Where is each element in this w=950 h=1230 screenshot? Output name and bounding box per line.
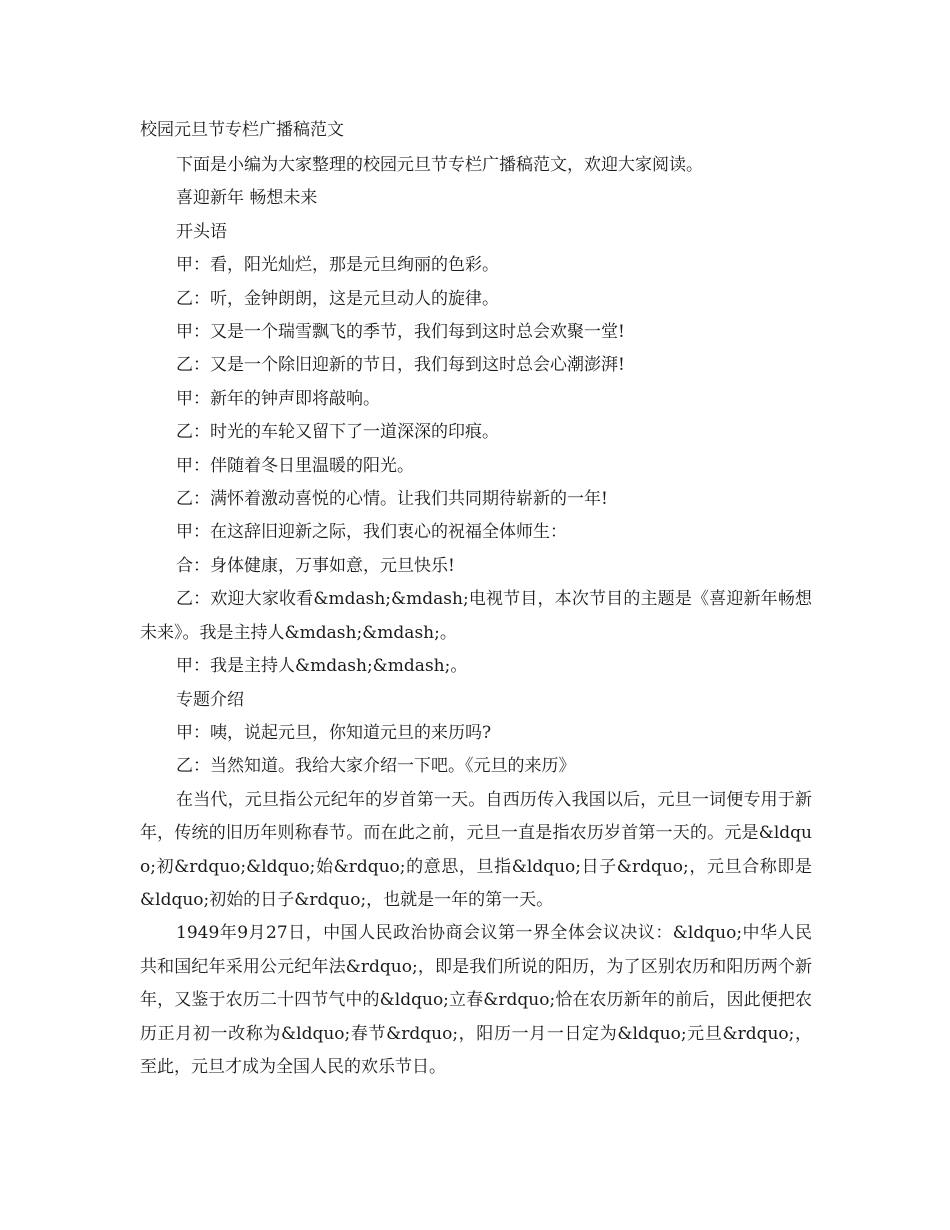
dialogue-line: 甲：我是主持人&mdash;&mdash;。 — [176, 656, 468, 677]
dialogue-line: 乙：听，金钟朗朗，这是元旦动人的旋律。 — [176, 288, 499, 309]
dialogue-line: 乙：时光的车轮又留下了一道深深的印痕。 — [176, 422, 499, 443]
intro-line: 下面是小编为大家整理的校园元旦节专栏广播稿范文，欢迎大家阅读。 — [176, 155, 703, 175]
document-body — [140, 149, 812, 1084]
section-heading-opening: 开头语 — [176, 221, 227, 242]
dialogue-line: 甲：看，阳光灿烂，那是元旦绚丽的色彩。 — [176, 255, 499, 276]
body-paragraph: 1949年9月27日，中国人民政治协商会议第一界全体会议决议：&ldquo;中华人民共和国纪年采用公元纪年法&rdquo;，即是我们所说的阳历，为了区别农历和阳历两个新年，又鉴于农历二十四节气中的&ldquo;立春&rdquo;恰在农历新年的前后，因此便把农历正月初一改称为&ldquo;春节&rdquo;，阳历一月一日定为&ldquo;元旦&rdquo;，至此，元旦才成为全国人民的欢乐节日。 — [140, 923, 812, 1077]
dialogue-line: 甲：新年的钟声即将敲响。 — [176, 388, 380, 409]
dialogue-line: 甲：伴随着冬日里温暖的阳光。 — [176, 455, 414, 476]
section-heading-topic: 专题介绍 — [176, 689, 244, 710]
dialogue-line: 甲：咦，说起元旦，你知道元旦的来历吗? — [176, 722, 492, 743]
program-theme: 喜迎新年 畅想未来 — [176, 188, 318, 209]
dialogue-line: 合：身体健康，万事如意，元旦快乐! — [176, 555, 455, 576]
dialogue-line: 乙：满怀着激动喜悦的心情。让我们共同期待崭新的一年! — [176, 489, 608, 510]
dialogue-paragraph: 乙：欢迎大家收看&mdash;&mdash;电视节目，本次节目的主题是《喜迎新年畅想未来》。我是主持人&mdash;&mdash;。 — [140, 589, 812, 643]
dialogue-line: 甲：又是一个瑞雪飘飞的季节，我们每到这时总会欢聚一堂! — [176, 322, 625, 343]
dialogue-line: 甲：在这辞旧迎新之际，我们衷心的祝福全体师生： — [176, 522, 567, 543]
body-paragraph: 在当代，元旦指公元纪年的岁首第一天。自西历传入我国以后，元旦一词便专用于新年，传统的旧历年则称春节。而在此之前，元旦一直是指农历岁首第一天的。元是&ldquo;初&rdquo;&ldquo;始&rdquo;的意思，旦指&ldquo;日子&rdquo;，元旦合称即是&ldquo;初始的日子&rdquo;，也就是一年的第一天。 — [140, 789, 812, 910]
dialogue-line: 乙：当然知道。我给大家介绍一下吧。《元旦的来历》 — [176, 756, 576, 777]
document-title: 校园元旦节专栏广播稿范文 — [140, 120, 344, 140]
dialogue-line: 乙：又是一个除旧迎新的节日，我们每到这时总会心潮澎湃! — [176, 355, 625, 376]
